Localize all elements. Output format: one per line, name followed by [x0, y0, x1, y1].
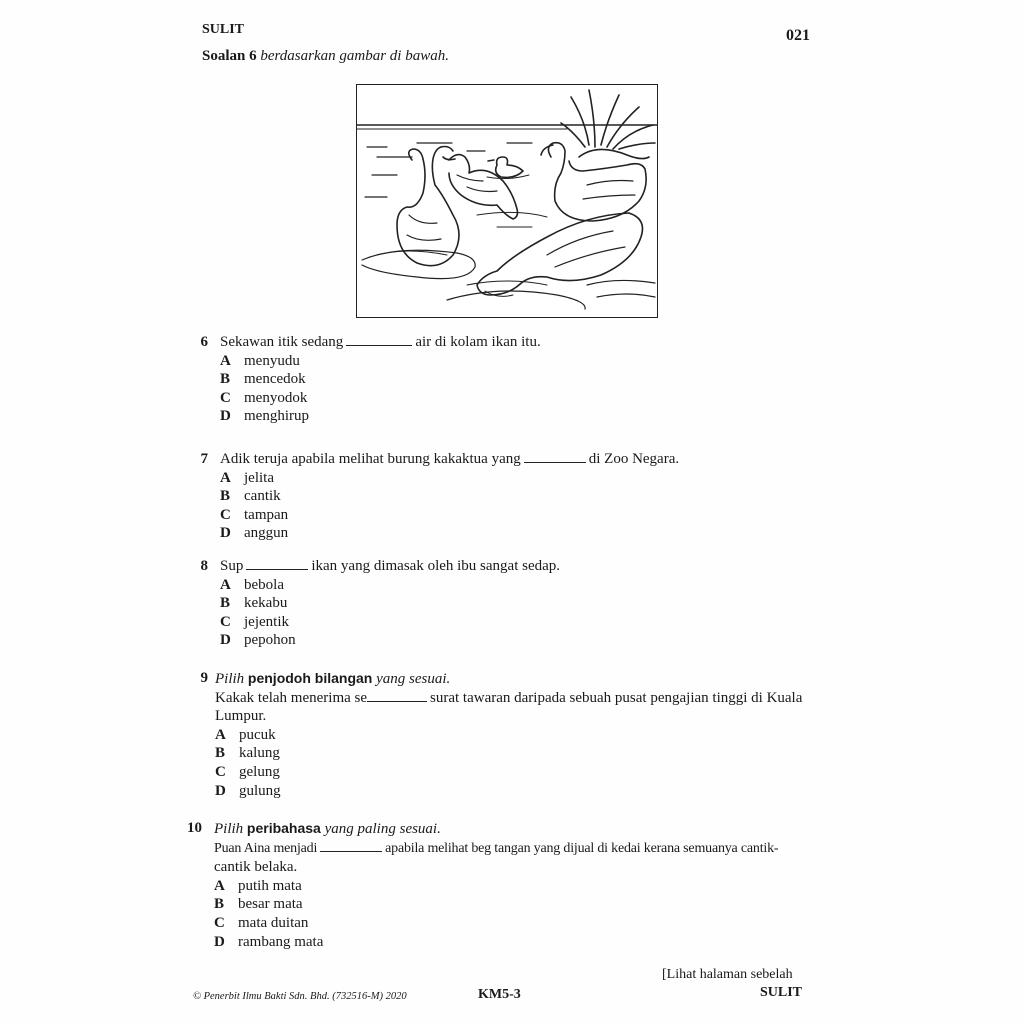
duck-right-icon: [541, 143, 646, 221]
duck-left-icon: [397, 147, 459, 266]
option-text: menyudu: [244, 352, 300, 369]
option-text: menyodok: [244, 389, 308, 406]
question-stem: [215, 689, 820, 708]
answer-blank[interactable]: [246, 557, 308, 570]
option-letter: C: [220, 613, 231, 630]
next-page-note: [Lihat halaman sebelah: [662, 967, 793, 982]
question-number: 9: [200, 670, 208, 686]
duckling-icon: [487, 157, 529, 179]
option-text: gelung: [239, 763, 280, 780]
option-letter: B: [220, 488, 231, 505]
stem-after: ikan yang dimasak oleh ibu sangat sedap.: [311, 558, 561, 574]
copyright: © Penerbit Ilmu Bakti Sdn. Bhd. (732516-M) 2020: [193, 991, 407, 1002]
option-text: gulung: [239, 782, 281, 799]
question-7: [200, 450, 820, 543]
intro-bold: Soalan 6: [202, 48, 257, 64]
sulit-header: SULIT: [202, 22, 245, 37]
option-d[interactable]: [220, 631, 820, 650]
stem-after: apabila melihat beg tangan yang dijual di kedai kerana semuanya cantik-: [385, 840, 779, 856]
option-d[interactable]: [220, 524, 820, 543]
intro-italic: berdasarkan gambar di bawah.: [260, 48, 449, 64]
option-letter: C: [220, 506, 231, 523]
option-b[interactable]: [215, 744, 820, 763]
option-text: besar mata: [238, 896, 303, 913]
stem-after: di Zoo Negara.: [588, 451, 680, 467]
answer-blank[interactable]: [346, 333, 412, 346]
page-label: KM5-3: [478, 987, 521, 1002]
answer-blank[interactable]: [320, 839, 382, 852]
option-text: bebola: [244, 576, 284, 593]
stem-before: Sekawan itik sedang: [220, 334, 344, 350]
question-8: [200, 557, 820, 650]
option-letter: D: [220, 408, 231, 425]
answer-blank[interactable]: [367, 689, 427, 702]
duck-bottom-icon: [477, 213, 643, 296]
option-text: kekabu: [244, 595, 288, 612]
option-text: tampan: [244, 506, 289, 523]
stem-line2: Lumpur.: [215, 708, 267, 725]
option-d[interactable]: [220, 407, 820, 426]
option-letter: D: [220, 525, 231, 542]
option-d[interactable]: [214, 933, 814, 952]
option-letter: A: [220, 352, 231, 369]
question-instruction: [215, 669, 820, 689]
stem-before: Sup: [220, 558, 244, 574]
sulit-footer: SULIT: [760, 985, 803, 1000]
option-letter: B: [220, 595, 231, 612]
option-letter: B: [215, 745, 226, 762]
option-c[interactable]: [215, 763, 820, 782]
stem-before: Kakak telah menerima se: [215, 689, 368, 706]
question-9: [200, 669, 820, 800]
option-a[interactable]: [220, 352, 820, 371]
option-c[interactable]: [220, 613, 820, 632]
option-text: putih mata: [238, 877, 302, 894]
option-text: jejentik: [244, 613, 289, 630]
question-number: 7: [200, 451, 208, 467]
option-a[interactable]: [220, 469, 820, 488]
option-text: jelita: [244, 469, 274, 486]
stem-line2: cantik belaka.: [214, 859, 298, 876]
option-a[interactable]: [215, 726, 820, 745]
option-letter: D: [220, 632, 231, 649]
option-b[interactable]: [220, 370, 820, 389]
stem-before: Adik teruja apabila melihat burung kakaktua yang: [220, 451, 521, 467]
option-letter: A: [220, 576, 231, 593]
option-letter: C: [215, 763, 226, 780]
option-letter: D: [214, 933, 225, 950]
option-letter: A: [215, 726, 226, 743]
instruction-a: Pilih: [215, 671, 245, 687]
stem-after: air di kolam ikan itu.: [415, 334, 541, 350]
option-text: anggun: [244, 525, 289, 542]
option-letter: A: [220, 469, 231, 486]
page-code: 021: [786, 27, 810, 44]
option-c[interactable]: [214, 914, 814, 933]
question-stem: [220, 450, 820, 469]
option-a[interactable]: [220, 576, 820, 595]
option-text: mata duitan: [238, 914, 309, 931]
instruction-a: Pilih: [214, 821, 244, 837]
option-b[interactable]: [214, 895, 814, 914]
option-a[interactable]: [214, 877, 814, 896]
question-stem: [220, 557, 820, 576]
option-b[interactable]: [220, 487, 820, 506]
option-letter: C: [220, 389, 231, 406]
option-letter: B: [214, 896, 225, 913]
option-text: pucuk: [239, 726, 276, 743]
option-c[interactable]: [220, 389, 820, 408]
option-c[interactable]: [220, 506, 820, 525]
stem-after: surat tawaran daripada sebuah pusat pengajian tinggi di Kuala: [430, 689, 803, 706]
question-number: 10: [187, 820, 202, 836]
question-10: [187, 819, 814, 951]
option-letter: B: [220, 371, 231, 388]
instruction-c: yang sesuai.: [376, 671, 451, 687]
ducks-pond-icon: [357, 85, 657, 317]
ducks-pond-illustration: [356, 84, 658, 318]
question-number: 6: [200, 334, 208, 350]
option-text: pepohon: [244, 632, 296, 649]
option-text: kalung: [239, 745, 280, 762]
option-d[interactable]: [215, 782, 820, 801]
question-6: [200, 333, 820, 426]
question-instruction: [214, 819, 814, 839]
instruction-c: yang paling sesuai.: [324, 821, 441, 837]
instruction-b: peribahasa: [246, 820, 321, 836]
stem-before: Puan Aina menjadi: [214, 840, 318, 856]
question-stem: [220, 333, 820, 352]
option-letter: A: [214, 877, 225, 894]
option-text: menghirup: [244, 408, 309, 425]
question-stem: [214, 839, 814, 859]
answer-blank[interactable]: [524, 450, 586, 463]
option-letter: C: [214, 914, 225, 931]
section-intro: [202, 48, 449, 65]
instruction-b: penjodoh bilangan: [247, 670, 373, 686]
question-number: 8: [200, 558, 208, 574]
option-b[interactable]: [220, 594, 820, 613]
option-text: rambang mata: [238, 933, 324, 950]
option-text: cantik: [244, 488, 281, 505]
option-text: mencedok: [244, 371, 306, 388]
duck-middle-icon: [443, 155, 518, 219]
option-letter: D: [215, 782, 226, 799]
